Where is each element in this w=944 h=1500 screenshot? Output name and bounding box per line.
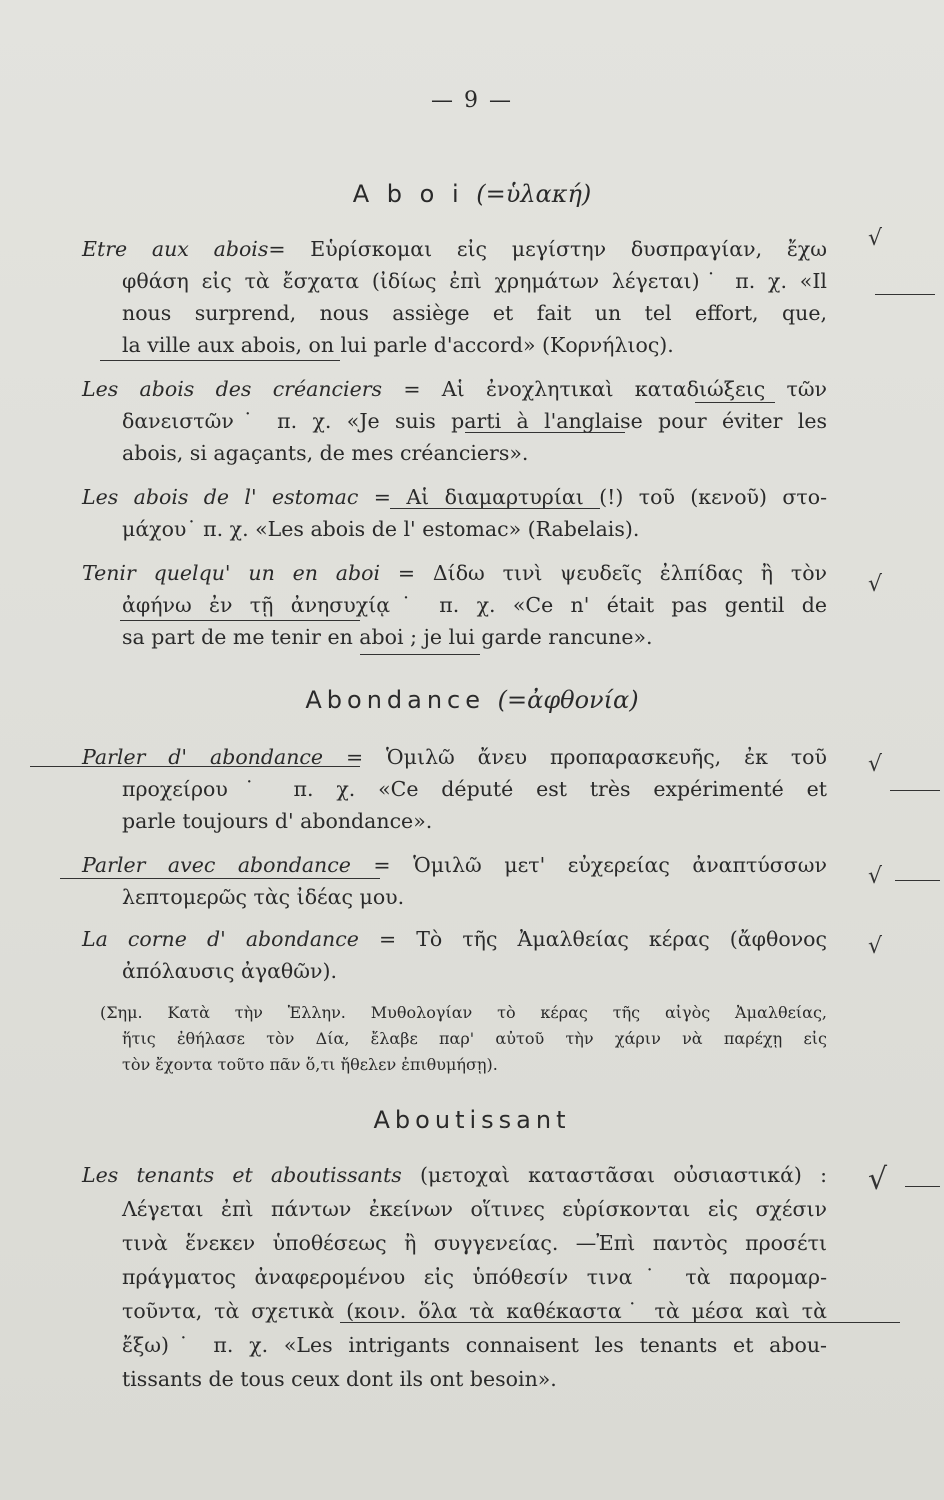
heading-abois	[0, 180, 944, 208]
entry-parler-line-3: parle toujours d' abondance».	[122, 809, 433, 833]
entry-text: = Αἱ ἐνοχλητικαὶ καταδιώξεις τῶν	[403, 377, 827, 401]
pen-stroke	[60, 878, 380, 879]
margin-check-mark: √	[868, 934, 883, 959]
entry-text: = Ὁμιλῶ μετ' εὐχερείας ἀναπτύσσων	[373, 853, 827, 877]
margin-check-mark: √	[868, 752, 883, 777]
entry-text: = Ὁμιλῶ ἄνευ προπαρασκευῆς, ἐκ τοῦ	[345, 745, 827, 769]
pen-stroke	[100, 360, 340, 361]
entry-tenir-line-1	[82, 558, 827, 588]
heading-aboutissant: Aboutissant	[373, 1106, 571, 1134]
heading-abois-gloss: (=ὑλακή)	[476, 180, 592, 208]
note-line-1: (Σημ. Κατὰ τὴν Ἑλλην. Μυθολογίαν τὸ κέρας τῆς αἰγὸς Ἀμαλθείας,	[100, 1003, 827, 1022]
entry-term: Parler avec abondance	[82, 853, 351, 877]
note-line-3: τὸν ἔχοντα τοῦτο πᾶν ὅ,τι ἤθελεν ἐπιθυμήσῃ).	[122, 1055, 498, 1074]
pen-stroke	[465, 432, 625, 433]
entry-term: Etre aux abois	[82, 237, 269, 261]
pen-stroke	[360, 654, 480, 655]
margin-check-mark: √	[868, 226, 883, 251]
entry-estomac-line-2: μάχου˙ π. χ. «Les abois de l' estomac» (Rabelais).	[122, 517, 640, 541]
entry-text: (μετοχαὶ καταστᾶσαι οὐσιαστικά) :	[420, 1163, 827, 1187]
entry-tenants-line-1	[82, 1160, 827, 1190]
entry-tenir-line-3: sa part de me tenir en aboi ; je lui garde rancune».	[122, 625, 653, 649]
entry-corne-line-2: ἀπόλαυσις ἀγαθῶν).	[122, 959, 337, 983]
entry-text: = Δίδω τινὶ ψευδεῖς ἐλπίδας ἢ τὸν	[397, 561, 827, 585]
heading-abondance-title: Abondance	[305, 686, 486, 714]
entry-text: = Αἱ διαμαρτυρίαι (!) τοῦ (κενοῦ) στο-	[373, 485, 827, 509]
entry-parler-line-1	[82, 742, 827, 772]
entry-tenants-line-4: πράγματος ἀναφερομένου εἰς ὑπόθεσίν τινα˙ τὰ παρομαρ-	[122, 1265, 827, 1289]
pen-stroke	[30, 766, 360, 767]
entry-creanciers-line-3: abois, si agaçants, de mes créanciers».	[122, 441, 529, 465]
pen-stroke	[875, 294, 935, 295]
pen-stroke	[890, 790, 940, 791]
entry-tenants-line-5: τοῦντα, τὰ σχετικὰ (κοιν. ὅλα τὰ καθέκαστα˙ τὰ μέσα καὶ τὰ	[122, 1299, 827, 1323]
pen-stroke	[390, 508, 600, 509]
entry-term: La corne d' abondance	[82, 927, 359, 951]
margin-check-mark: √	[868, 572, 883, 597]
pen-stroke	[340, 1322, 900, 1323]
entry-term: Parler d' abondance	[82, 745, 324, 769]
pen-stroke	[905, 1186, 940, 1187]
entry-term: Tenir quelqu' un en aboi	[82, 561, 381, 585]
entry-corne-line-1	[82, 924, 827, 954]
heading-abois-title: A b o i	[352, 180, 464, 208]
pen-stroke	[120, 620, 360, 621]
pen-stroke	[895, 880, 940, 881]
entry-term: Les tenants et aboutissants	[82, 1163, 402, 1187]
margin-check-mark: √	[868, 1162, 888, 1197]
entry-term: Les abois de l' estomac	[82, 485, 359, 509]
entry-etre-line-3: nous surprend, nous assiège et fait un tel effort, que,	[122, 301, 827, 325]
page-number: — 9 —	[431, 88, 513, 113]
entry-tenants-line-6: ἔξω)˙ π. χ. «Les intrigants connaisent les tenants et abou-	[122, 1333, 827, 1357]
entry-term: Les abois des créanciers	[82, 377, 383, 401]
heading-abondance-gloss: (=ἀφθονία)	[497, 686, 639, 714]
entry-parler-avec-line-1	[82, 850, 827, 880]
entry-parler-line-2: προχείρου˙ π. χ. «Ce député est très expérimenté et	[122, 777, 827, 801]
entry-text: = Τὸ τῆς Ἀμαλθείας κέρας (ἄφθονος	[378, 927, 827, 951]
entry-tenants-line-7: tissants de tous ceux dont ils ont besoin».	[122, 1367, 557, 1391]
pen-stroke	[695, 402, 775, 403]
entry-parler-avec-line-2: λεπτομερῶς τὰς ἰδέας μου.	[122, 885, 405, 909]
note-line-2: ἥτις ἐθήλασε τὸν Δία, ἔλαβε παρ' αὐτοῦ τὴν χάριν νὰ παρέχῃ εἰς	[122, 1029, 827, 1048]
entry-etre-line-1	[82, 234, 827, 264]
margin-check-mark: √	[868, 864, 883, 889]
entry-etre-line-4: la ville aux abois, on lui parle d'accord» (Κορνήλιος).	[122, 333, 674, 357]
heading-abondance	[0, 686, 944, 714]
entry-creanciers-line-2: δανειστῶν˙ π. χ. «Je suis parti à l'anglaise pour éviter les	[122, 409, 827, 433]
entry-etre-line-2: φθάση εἰς τὰ ἔσχατα (ἰδίως ἐπὶ χρημάτων λέγεται)˙ π. χ. «Il	[122, 269, 827, 293]
entry-text: = Εὑρίσκομαι εἰς μεγίστην δυσπραγίαν, ἔχω	[268, 237, 827, 261]
entry-tenants-line-2: Λέγεται ἐπὶ πάντων ἐκείνων οἵτινες εὑρίσκονται εἰς σχέσιν	[122, 1197, 827, 1221]
entry-tenir-line-2: ἀφήνω ἐν τῇ ἀνησυχίᾳ˙ π. χ. «Ce n' était pas gentil de	[122, 593, 827, 617]
entry-creanciers-line-1	[82, 374, 827, 404]
entry-tenants-line-3: τινὰ ἕνεκεν ὑποθέσεως ἢ συγγενείας. —Ἐπὶ παντὸς προσέτι	[122, 1231, 827, 1255]
